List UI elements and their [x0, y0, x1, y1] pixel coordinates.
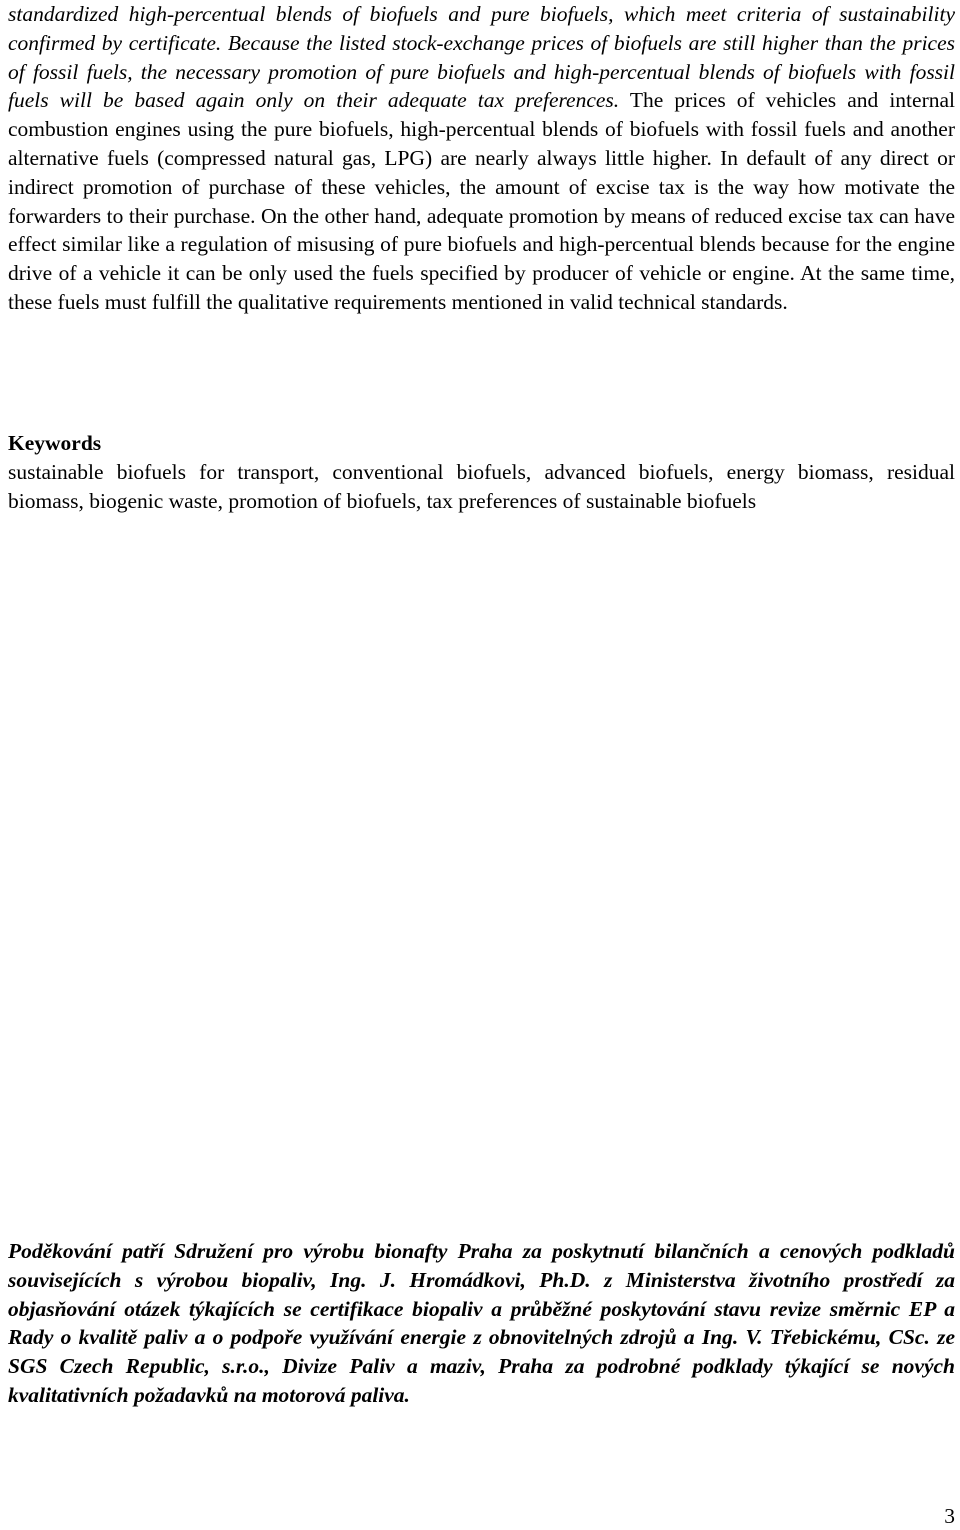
abstract-sentence-1: standardized high-percentual blends of biofuels and pure biofuels, which meet criteria of sustainability confirmed by certificate.	[8, 2, 955, 55]
abstract-sentence-3: The prices of vehicles and internal combustion engines using the pure biofuels, high-percentual blends of biofuels with fossil fuels and another alternative fuels (compressed natural gas, LPG) are nearly always little higher.	[8, 88, 956, 170]
page-number: 3	[944, 1504, 955, 1528]
abstract-paragraph	[8, 0, 955, 317]
acknowledgement-paragraph: Poděkování patří Sdružení pro výrobu bionafty Praha za poskytnutí bilančních a cenových podkladů souvisejících s výrobou biopaliv, Ing. J. Hromádkovi, Ph.D. z Ministerstva životního prostředí za objasňování otázek týkajících se certifikace biopaliv a průběžné poskytování stavu revize směrnic EP a Rady o kvalitě paliv a o podpoře využívání energie z obnovitelných zdrojů a Ing. V. Třebickému, CSc. ze SGS Czech Republic, s.r.o., Divize Paliv a maziv, Praha za podrobné podklady týkající se nových kvalitativních požadavků na motorová paliva.	[8, 1239, 955, 1407]
keywords-list: sustainable biofuels for transport, conventional biofuels, advanced biofuels, energy biomass, residual biomass, biogenic waste, promotion of biofuels, tax preferences of sustainable biofuels	[8, 460, 955, 513]
abstract-sentence-5: On the other hand, adequate promotion by means of reduced excise tax can have effect similar like a regulation of misusing of pure biofuels and high-percentual blends because for the engine drive of a vehicle it can be only used the fuels specified by producer of vehicle or engine.	[8, 203, 956, 286]
abstract-sentence-2: Because the listed stock-exchange prices of biofuels are still higher than the prices of fossil fuels, the necessary promotion of pure biofuels and high-percentual blends of biofuels with fossil fuels will be based again only on their adequate tax preferences.	[8, 30, 955, 113]
page-content	[8, 0, 955, 317]
abstract-sentence-4: In default of any direct or indirect promotion of purchase of these vehicles, the amount of excise tax is the way how motivate the forwarders to their purchase.	[8, 145, 956, 228]
keywords-heading: Keywords	[8, 431, 102, 455]
abstract-sentence-6: At the same time, these fuels must fulfill the qualitative requirements mentioned in valid technical standards.	[8, 261, 955, 314]
